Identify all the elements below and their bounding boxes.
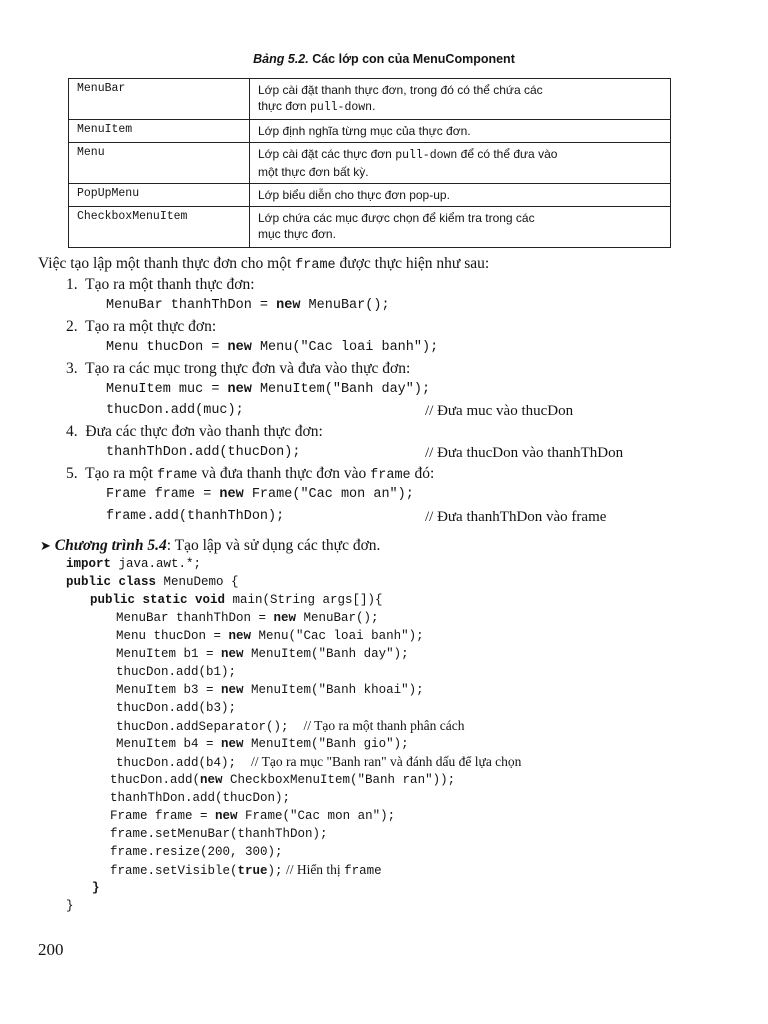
code-line: MenuItem b4 = new MenuItem("Banh gio"); [116,737,409,751]
table-row [69,79,671,120]
program-title: Chương trình 5.4 [54,537,167,554]
step-3-code-1: MenuItem muc = new MenuItem("Banh day"); [106,382,431,397]
description-line: Lớp chứa các mục được chọn để kiểm tra trong các [258,211,535,225]
step-5-comment: // Đưa thanhThDon vào frame [425,509,607,525]
description-code: pull-down [309,101,373,114]
program-description: : Tạo lập và sử dụng các thực đơn. [166,537,381,554]
description-line: một thực đơn bất kỳ. [258,165,369,179]
step-1-code: MenuBar thanhThDon = new MenuBar(); [106,298,390,313]
step-3-comment: // Đưa muc vào thucDon [425,403,574,419]
program-heading [40,536,380,557]
table-row [69,143,671,184]
page-number: 200 [38,940,64,959]
description-line: thực đơn [258,99,310,113]
step-5-code-2: frame.add(thanhThDon); [106,509,285,524]
table-row [69,207,671,248]
class-name-cell: MenuItem [69,120,250,143]
code-line: public static void main(String args[]){ [90,593,383,607]
step-5: 5. Tạo ra một frame và đưa thanh thực đơn vào frame đó: [66,465,435,483]
code-line: thucDon.add(b1); [116,665,237,679]
step-3: 3. Tạo ra các mục trong thực đơn và đưa vào thực đơn: [66,360,411,377]
code-line: MenuItem b1 = new MenuItem("Banh day"); [116,647,409,661]
code-line: MenuItem b3 = new MenuItem("Banh khoai"); [116,683,424,697]
step-3-code-2: thucDon.add(muc); [106,403,244,418]
menucomponent-subclass-table [68,78,671,248]
class-name-cell: CheckboxMenuItem [69,207,250,248]
code-line: thucDon.add(new CheckboxMenuItem("Banh ran")); [110,773,456,787]
description-cell [250,79,671,120]
description-cell [250,207,671,248]
step-4-comment: // Đưa thucDon vào thanhThDon [425,445,624,461]
code-line: Menu thucDon = new Menu("Cac loai banh"); [116,629,424,643]
step-1: 1. Tạo ra một thanh thực đơn: [66,276,255,293]
description-line: Lớp cài đặt thanh thực đơn, trong đó có thể chứa các [258,83,543,97]
code-line: thanhThDon.add(thucDon); [110,791,291,805]
table-caption-title: Các lớp con của MenuComponent [312,52,515,66]
code-line: public class MenuDemo { [66,575,239,589]
description-cell: Lớp biểu diễn cho thực đơn pop-up. [250,184,671,207]
code-line: thucDon.add(b3); [116,701,237,715]
code-line: thucDon.addSeparator(); // Tạo ra một thanh phân cách [116,718,465,734]
step-4-code: thanhThDon.add(thucDon); [106,445,301,460]
step-4: 4. Đưa các thực đơn vào thanh thực đơn: [66,423,323,440]
description-code: pull-down [395,149,458,162]
code-line: frame.setMenuBar(thanhThDon); [110,827,328,841]
table-caption [0,52,768,66]
table-row [69,184,671,207]
code-line: frame.resize(200, 300); [110,845,283,859]
code-line: } [92,881,100,895]
description-line: mục thực đơn. [258,227,336,241]
class-name-cell: Menu [69,143,250,184]
description-line: để có thể đưa vào [457,147,558,161]
code-line: Frame frame = new Frame("Cac mon an"); [110,809,396,823]
intro-paragraph: Việc tạo lập một thanh thực đơn cho một frame được thực hiện như sau: [38,255,490,273]
code-line: thucDon.add(b4); // Tạo ra mục "Banh ran" và đánh dấu để lựa chọn [116,754,522,770]
description-punct: . [372,99,376,113]
class-name-cell: PopUpMenu [69,184,250,207]
table-row [69,120,671,143]
step-5-code-1: Frame frame = new Frame("Cac mon an"); [106,487,414,502]
description-cell: Lớp định nghĩa từng mục của thực đơn. [250,120,671,143]
code-line: MenuBar thanhThDon = new MenuBar(); [116,611,379,625]
step-2-code: Menu thucDon = new Menu("Cac loai banh"); [106,340,439,355]
code-line: import java.awt.*; [66,557,202,571]
code-line: frame.setVisible(true); // Hiển thị frame [110,862,382,878]
description-line: Lớp cài đặt các thực đơn [258,147,396,161]
class-name-cell: MenuBar [69,79,250,120]
arrow-bullet-icon: ➤ [40,539,51,554]
step-2: 2. Tạo ra một thực đơn: [66,318,217,335]
table-caption-number: Bảng 5.2. [253,52,309,66]
code-line: } [66,899,74,913]
description-cell [250,143,671,184]
